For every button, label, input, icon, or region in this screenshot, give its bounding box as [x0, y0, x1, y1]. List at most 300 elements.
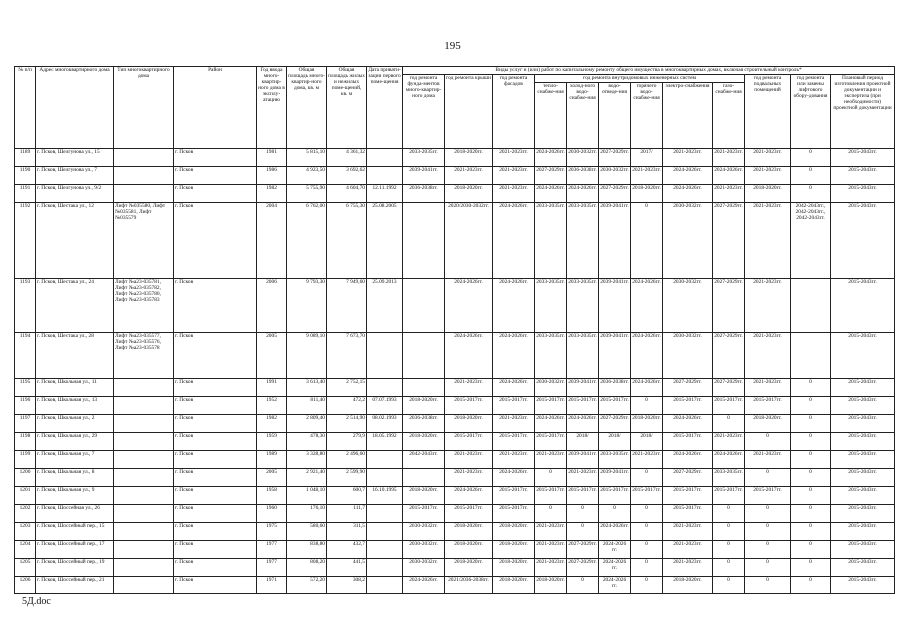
res-area-cell: 7 673,70 [327, 333, 367, 379]
col-cold: холод-ного водо-снабже-ния [567, 83, 599, 149]
priv-date-cell [367, 559, 403, 577]
district-cell: г. Псков [174, 505, 257, 523]
gas-year-cell: 0 [713, 523, 745, 541]
res-area-cell: 7 949,60 [327, 279, 367, 333]
table-row [15, 415, 895, 433]
electric-year-cell: 2024-2026гг. [663, 185, 713, 203]
table-row [15, 185, 895, 203]
electric-year-cell: 2027-2029гг. [663, 379, 713, 397]
hot-water-year-cell: 0 [631, 541, 663, 559]
cold-water-year-cell: 2033-2035гг. [567, 333, 599, 379]
district-cell: г. Псков [174, 451, 257, 469]
house-type-cell [114, 149, 174, 167]
electric-year-cell: 2015-2017гг. [663, 433, 713, 451]
plan-period-cell: 2015-2043гг. [831, 433, 895, 451]
heat-year-cell: 2015-2017гг. [535, 433, 567, 451]
hot-water-year-cell: 0 [631, 397, 663, 415]
sewer-year-cell: 2015-2017гг. [599, 397, 631, 415]
electric-year-cell: 2024-2026гг. [663, 451, 713, 469]
roof-year-cell: 2015-2017гг. [445, 433, 493, 451]
address-cell: г. Псков, Шоссейный пер., 21 [36, 577, 114, 594]
priv-date-cell: 07.07.1993 [367, 397, 403, 415]
house-type-cell: Лифт №а23-035577, Лифт №а23-035576, Лифт №а23-035578 [114, 333, 174, 379]
basement-year-cell: 2018-2020гг. [745, 415, 791, 433]
year-cell: 1982 [257, 185, 287, 203]
facade-year-cell: 2015-2017гг. [493, 505, 535, 523]
gas-year-cell: 0 [713, 505, 745, 523]
roof-year-cell: 2021/2036-2038гг. [445, 577, 493, 594]
col-gas: газо-снабже-ния [713, 83, 745, 149]
basement-year-cell: 0 [745, 523, 791, 541]
table-row [15, 279, 895, 333]
sewer-year-cell: 2018/ [599, 433, 631, 451]
plan-period-cell: 2015-2043гг. [831, 203, 895, 279]
table-row [15, 397, 895, 415]
hot-water-year-cell: 0 [631, 469, 663, 487]
hot-water-year-cell: 2024-2026гг. [631, 379, 663, 397]
res-area-cell: 4 604,70 [327, 185, 367, 203]
house-type-cell [114, 451, 174, 469]
lift-year-cell: 0 [791, 185, 831, 203]
electric-year-cell: 2027-2029гг. [663, 469, 713, 487]
house-type-cell [114, 433, 174, 451]
district-cell: г. Псков [174, 397, 257, 415]
district-cell: г. Псков [174, 469, 257, 487]
roof-year-cell: 2024-2026гг. [445, 487, 493, 505]
roof-year-cell: 2021-2023гг. [445, 167, 493, 185]
address-cell: г. Псков, Шоссейная ул., 26 [36, 505, 114, 523]
lift-year-cell: 2042-2043гг., 2042-2043гг., 2042-2043гг. [791, 203, 831, 279]
col-facade: год ремонта фасадов [493, 75, 535, 149]
facade-year-cell: 2018-2020гг. [493, 541, 535, 559]
basement-year-cell: 2021-2023гг. [745, 279, 791, 333]
district-cell: г. Псков [174, 149, 257, 167]
lift-year-cell: 0 [791, 451, 831, 469]
lift-year-cell: 0 [791, 433, 831, 451]
total-area-cell: 811,40 [287, 397, 327, 415]
gas-year-cell: 0 [713, 541, 745, 559]
basement-year-cell: 0 [745, 559, 791, 577]
plan-period-cell: 2015-2043гг. [831, 167, 895, 185]
cold-water-year-cell: 2018/ [567, 433, 599, 451]
priv-date-cell [367, 469, 403, 487]
col-plan: Плановый период изготовления проектной документации и экспертиза (при необходимости) проектной документации [831, 75, 895, 149]
year-cell: 1977 [257, 541, 287, 559]
sewer-year-cell: 2030-2032гг. [599, 167, 631, 185]
capital-repair-table [14, 66, 895, 594]
basement-year-cell: 2015-2017гг. [745, 397, 791, 415]
electric-year-cell: 2021-2023гг. [663, 149, 713, 167]
plan-period-cell: 2015-2043гг. [831, 415, 895, 433]
electric-year-cell: 2030-2032гг. [663, 333, 713, 379]
table-row [15, 487, 895, 505]
basement-year-cell: 2021-2023гг. [745, 203, 791, 279]
priv-date-cell: 16.10.1995 [367, 487, 403, 505]
electric-year-cell: 2024-2026гг. [663, 167, 713, 185]
total-area-cell: 2 921,40 [287, 469, 327, 487]
col-total-area: Общая площадь много-квартир-ного дома, кв. м [287, 67, 327, 149]
basement-year-cell: 2021-2023гг. [745, 451, 791, 469]
facade-year-cell: 2024-2026гг. [493, 469, 535, 487]
foundation-year-cell: 2018-2020гг. [403, 433, 445, 451]
district-cell: г. Псков [174, 523, 257, 541]
priv-date-cell [367, 523, 403, 541]
foundation-year-cell: 2030-2032гг. [403, 541, 445, 559]
year-cell: 1960 [257, 505, 287, 523]
hot-water-year-cell: 2024-2026гг. [631, 279, 663, 333]
systems-group-header: год ремонта внутридомовых инженерных систем [535, 75, 745, 83]
lift-year-cell: 0 [791, 167, 831, 185]
row-number-cell: 1206 [15, 577, 36, 594]
res-area-cell: 432,7 [327, 541, 367, 559]
row-number-cell: 1202 [15, 505, 36, 523]
col-roof: год ремонта крыши [445, 75, 493, 149]
lift-year-cell: 0 [791, 505, 831, 523]
roof-year-cell: 2018-2020гг. [445, 185, 493, 203]
row-number-cell: 1194 [15, 333, 36, 379]
priv-date-cell: 12.11.1992 [367, 185, 403, 203]
lift-year-cell: 0 [791, 541, 831, 559]
heat-year-cell: 2021-2023гг. [535, 451, 567, 469]
cold-water-year-cell: 2039-2041гг. [567, 379, 599, 397]
electric-year-cell: 2015-2017гг. [663, 487, 713, 505]
address-cell: г. Псков, Шелгунова ул., 9/2 [36, 185, 114, 203]
facade-year-cell: 2015-2017гг. [493, 487, 535, 505]
total-area-cell: 176,10 [287, 505, 327, 523]
roof-year-cell: 2015-2017гг. [445, 505, 493, 523]
row-number-cell: 1203 [15, 523, 36, 541]
house-type-cell [114, 469, 174, 487]
plan-period-cell: 2015-2043гг. [831, 487, 895, 505]
year-cell: 1959 [257, 433, 287, 451]
row-number-cell: 1195 [15, 379, 36, 397]
total-area-cell: 3 328,80 [287, 451, 327, 469]
foundation-year-cell: 2042-2043гг. [403, 451, 445, 469]
total-area-cell: 572,20 [287, 577, 327, 594]
gas-year-cell: 2027-2029гг. [713, 279, 745, 333]
roof-year-cell: 2024-2026гг. [445, 333, 493, 379]
district-cell: г. Псков [174, 541, 257, 559]
row-number-cell: 1192 [15, 203, 36, 279]
plan-period-cell: 2015-2043гг. [831, 559, 895, 577]
hot-water-year-cell: 0 [631, 577, 663, 594]
lift-year-cell: 0 [791, 469, 831, 487]
year-cell: 2006 [257, 279, 287, 333]
year-cell: 1975 [257, 523, 287, 541]
page-number: 195 [444, 40, 461, 52]
foundation-year-cell [403, 333, 445, 379]
sewer-year-cell: 2036-2038гг. [599, 379, 631, 397]
address-cell: г. Псков, Школьная ул., 7 [36, 451, 114, 469]
sewer-year-cell: 0 [599, 505, 631, 523]
hot-water-year-cell: 2015-2017гг. [631, 487, 663, 505]
table-row [15, 451, 895, 469]
address-cell: г. Псков, Школьная ул., 2 [36, 415, 114, 433]
plan-period-cell: 2015-2043гг. [831, 149, 895, 167]
house-type-cell [114, 523, 174, 541]
sewer-year-cell: 2027-2029гг. [599, 149, 631, 167]
house-type-cell [114, 397, 174, 415]
foundation-year-cell: 2039-2041гг. [403, 167, 445, 185]
address-cell: г. Псков, Шелгунова ул., 15 [36, 149, 114, 167]
heat-year-cell: 2024-2026гг. [535, 185, 567, 203]
priv-date-cell: 18.05.1992 [367, 433, 403, 451]
col-year: Год ввода много-квартир-ного дома в эксплу-атацию [257, 67, 287, 149]
col-heat: тепло-снабже-ния [535, 83, 567, 149]
district-cell: г. Псков [174, 415, 257, 433]
facade-year-cell: 2021-2023гг. [493, 451, 535, 469]
year-cell: 1982 [257, 415, 287, 433]
plan-period-cell: 2015-2043гг. [831, 333, 895, 379]
foundation-year-cell [403, 469, 445, 487]
cold-water-year-cell: 2015-2017гг. [567, 487, 599, 505]
table-row [15, 541, 895, 559]
gas-year-cell: 2027-2029гг. [713, 379, 745, 397]
res-area-cell: 111,7 [327, 505, 367, 523]
priv-date-cell [367, 451, 403, 469]
res-area-cell: 3 692,62 [327, 167, 367, 185]
sewer-year-cell: 2027-2029гг. [599, 185, 631, 203]
gas-year-cell: 2027-2029гг. [713, 203, 745, 279]
row-number-cell: 1191 [15, 185, 36, 203]
plan-period-cell: 2015-2043гг. [831, 577, 895, 594]
roof-year-cell: 2018-2020гг. [445, 149, 493, 167]
table-row [15, 333, 895, 379]
foundation-year-cell: 2018-2020гг. [403, 397, 445, 415]
cold-water-year-cell: 0 [567, 577, 599, 594]
priv-date-cell [367, 577, 403, 594]
total-area-cell: 1 048,10 [287, 487, 327, 505]
col-sewer: водо-отведе-ния [599, 83, 631, 149]
heat-year-cell: 2024-2026гг. [535, 149, 567, 167]
priv-date-cell [367, 541, 403, 559]
year-cell: 2005 [257, 333, 287, 379]
district-cell: г. Псков [174, 379, 257, 397]
hot-water-year-cell: 2024-2026гг. [631, 333, 663, 379]
address-cell: г. Псков, Шестака ул., 24 [36, 279, 114, 333]
sewer-year-cell: 2024-2026 гг. [599, 541, 631, 559]
row-number-cell: 1201 [15, 487, 36, 505]
row-number-cell: 1189 [15, 149, 36, 167]
lift-year-cell: 0 [791, 415, 831, 433]
hot-water-year-cell: 0 [631, 559, 663, 577]
district-cell: г. Псков [174, 577, 257, 594]
address-cell: г. Псков, Школьная ул., 11 [36, 379, 114, 397]
facade-year-cell: 2021-2023гг. [493, 415, 535, 433]
res-area-cell: 6 755,30 [327, 203, 367, 279]
electric-year-cell: 2024-2026гг. [663, 415, 713, 433]
plan-period-cell: 2015-2043гг. [831, 523, 895, 541]
priv-date-cell: 25.09.2013 [367, 279, 403, 333]
table-row [15, 577, 895, 594]
district-cell: г. Псков [174, 203, 257, 279]
lift-year-cell: 0 [791, 397, 831, 415]
sewer-year-cell: 2024-2026 гг. [599, 577, 631, 594]
gas-year-cell: 0 [713, 415, 745, 433]
roof-year-cell: 2018-2020гг. [445, 415, 493, 433]
lift-year-cell [791, 333, 831, 379]
electric-year-cell: 2030-2032гг. [663, 279, 713, 333]
hot-water-year-cell: 2021-2023гг. [631, 167, 663, 185]
year-cell: 1971 [257, 577, 287, 594]
year-cell: 2004 [257, 203, 287, 279]
res-area-cell: 311,5 [327, 523, 367, 541]
roof-year-cell: 2018-2020гг. [445, 523, 493, 541]
district-cell: г. Псков [174, 433, 257, 451]
year-cell: 1986 [257, 167, 287, 185]
address-cell: г. Псков, Школьная ул., 13 [36, 397, 114, 415]
res-area-cell: 2 514,90 [327, 415, 367, 433]
year-cell: 1977 [257, 559, 287, 577]
year-cell: 1952 [257, 397, 287, 415]
table-row [15, 469, 895, 487]
year-cell: 1991 [257, 379, 287, 397]
hot-water-year-cell: 2017/ [631, 149, 663, 167]
heat-year-cell: 2021-2023гг. [535, 523, 567, 541]
total-area-cell: 6 762,00 [287, 203, 327, 279]
roof-year-cell: 2024-2026гг. [445, 279, 493, 333]
hot-water-year-cell: 0 [631, 523, 663, 541]
heat-year-cell: 2033-2035гг. [535, 279, 567, 333]
plan-period-cell: 2015-2043гг. [831, 185, 895, 203]
heat-year-cell: 2030-2032гг. [535, 379, 567, 397]
hot-water-year-cell: 2018-2020гг. [631, 415, 663, 433]
row-number-cell: 1198 [15, 433, 36, 451]
lift-year-cell: 0 [791, 559, 831, 577]
basement-year-cell: 2021-2023гг. [745, 167, 791, 185]
cold-water-year-cell: 2027-2029гг. [567, 541, 599, 559]
facade-year-cell: 2024-2026гг. [493, 333, 535, 379]
table-row [15, 433, 895, 451]
res-area-cell: 2 599,90 [327, 469, 367, 487]
roof-year-cell: 2018-2020гг. [445, 559, 493, 577]
roof-year-cell: 2018-2020гг. [445, 541, 493, 559]
res-area-cell: 472,2 [327, 397, 367, 415]
foundation-year-cell [403, 203, 445, 279]
hot-water-year-cell: 2018/ [631, 433, 663, 451]
total-area-cell: 580,60 [287, 523, 327, 541]
foundation-year-cell: 2033-2035гг. [403, 149, 445, 167]
row-number-cell: 1197 [15, 415, 36, 433]
electric-year-cell: 2018-2020гг. [663, 577, 713, 594]
heat-year-cell: 2033-2035гг. [535, 203, 567, 279]
total-area-cell: 838,80 [287, 541, 327, 559]
year-cell: 1981 [257, 149, 287, 167]
cold-water-year-cell: 2024-2026гг. [567, 185, 599, 203]
house-type-cell: Лифт №035580, Лифт №035581, Лифт №035579 [114, 203, 174, 279]
total-area-cell: 9 793,30 [287, 279, 327, 333]
res-area-cell: 441,5 [327, 559, 367, 577]
table-row [15, 203, 895, 279]
heat-year-cell: 2024-2026гг. [535, 415, 567, 433]
foundation-year-cell: 2015-2017гг. [403, 505, 445, 523]
sewer-year-cell: 2039-2041гг. [599, 203, 631, 279]
gas-year-cell: 0 [713, 559, 745, 577]
cold-water-year-cell: 2015-2017гг. [567, 397, 599, 415]
gas-year-cell: 2021-2023гг. [713, 149, 745, 167]
plan-period-cell: 2015-2043гг. [831, 451, 895, 469]
heat-year-cell: 0 [535, 505, 567, 523]
address-cell: г. Псков, Шестака ул., 12 [36, 203, 114, 279]
cold-water-year-cell: 2027-2029гг. [567, 559, 599, 577]
facade-year-cell: 2024-2026гг. [493, 203, 535, 279]
col-priv-date: Дата привати-зации первого поме-щения [367, 67, 403, 149]
basement-year-cell: 0 [745, 541, 791, 559]
sewer-year-cell: 2039-2041гг. [599, 279, 631, 333]
table-body [15, 149, 895, 594]
year-cell: 2005 [257, 469, 287, 487]
lift-year-cell: 0 [791, 523, 831, 541]
sewer-year-cell: 2024-2026гг. [599, 523, 631, 541]
basement-year-cell: 2021-2023гг. [745, 379, 791, 397]
roof-year-cell: 2021-2023гг. [445, 451, 493, 469]
gas-year-cell: 2015-2017гг. [713, 397, 745, 415]
total-area-cell: 2 809,40 [287, 415, 327, 433]
roof-year-cell: 2021-2023гг. [445, 379, 493, 397]
cold-water-year-cell: 2036-2038гг. [567, 167, 599, 185]
year-cell: 1958 [257, 487, 287, 505]
electric-year-cell: 2015-2017гг. [663, 505, 713, 523]
roof-year-cell: 2015-2017гг. [445, 397, 493, 415]
col-hot: горячего водо-снабже-ния [631, 83, 663, 149]
row-number-cell: 1193 [15, 279, 36, 333]
house-type-cell [114, 487, 174, 505]
foundation-year-cell [403, 279, 445, 333]
plan-period-cell: 2015-2043гг. [831, 397, 895, 415]
gas-year-cell: 2033-2035гг. [713, 469, 745, 487]
district-cell: г. Псков [174, 559, 257, 577]
basement-year-cell: 0 [745, 433, 791, 451]
col-num: № п/п [15, 67, 36, 149]
hot-water-year-cell: 0 [631, 505, 663, 523]
year-cell: 1989 [257, 451, 287, 469]
col-foundation: год ремонта фунда-ментов много-квартир-ного дома [403, 75, 445, 149]
gas-year-cell: 2021-2023гг. [713, 433, 745, 451]
table-header [15, 67, 895, 149]
heat-year-cell: 2027-2029гг. [535, 167, 567, 185]
foundation-year-cell: 2030-2032гг. [403, 559, 445, 577]
heat-year-cell: 2021-2023гг. [535, 541, 567, 559]
roof-year-cell: 2021-2023гг. [445, 469, 493, 487]
lift-year-cell: 0 [791, 149, 831, 167]
table-row [15, 379, 895, 397]
lift-year-cell: 0 [791, 487, 831, 505]
facade-year-cell: 2024-2026гг. [493, 379, 535, 397]
gas-year-cell: 2015-2017гг. [713, 487, 745, 505]
cold-water-year-cell: 2021-2023гг. [567, 469, 599, 487]
table-row [15, 505, 895, 523]
total-area-cell: 5 755,90 [287, 185, 327, 203]
res-area-cell: 308,2 [327, 577, 367, 594]
district-cell: г. Псков [174, 487, 257, 505]
foundation-year-cell: 2024-2026гг. [403, 577, 445, 594]
footer-filename: 5Д.doc [22, 596, 51, 607]
sewer-year-cell: 2024-2026 гг. [599, 559, 631, 577]
house-type-cell [114, 379, 174, 397]
lift-year-cell [791, 279, 831, 333]
house-type-cell: Лифт №а23-035781, Лифт №а23-035782, Лифт №а23-035780, Лифт №а23-035783 [114, 279, 174, 333]
address-cell: г. Псков, Школьная ул., 8 [36, 469, 114, 487]
house-type-cell [114, 577, 174, 594]
total-area-cell: 478,30 [287, 433, 327, 451]
res-area-cell: 4 361,32 [327, 149, 367, 167]
foundation-year-cell: 2036-2038гг. [403, 415, 445, 433]
basement-year-cell: 2018-2020гг. [745, 185, 791, 203]
district-cell: г. Псков [174, 167, 257, 185]
electric-year-cell: 2021-2023гг. [663, 523, 713, 541]
basement-year-cell: 2021-2023гг. [745, 333, 791, 379]
total-area-cell: 9 089,10 [287, 333, 327, 379]
